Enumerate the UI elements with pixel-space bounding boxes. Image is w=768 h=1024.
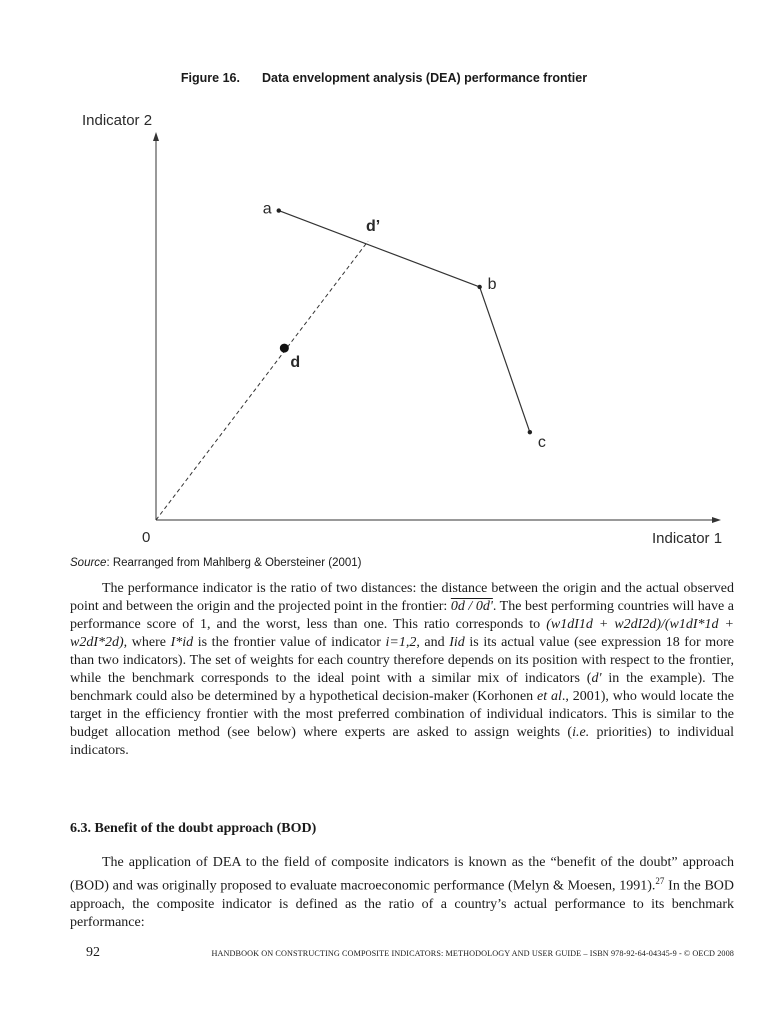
frontier-point-a: [277, 208, 281, 212]
frontier-segment-b-c: [480, 287, 530, 432]
projection-ray: [156, 241, 368, 520]
frontier-point-c: [528, 430, 532, 434]
formula-actual-value: Iid: [449, 635, 465, 650]
figure-title: Data envelopment analysis (DEA) performance frontier: [261, 71, 588, 85]
ie: i.e.: [572, 725, 590, 740]
y-axis-arrow-icon: [153, 132, 159, 141]
p1-text-4: is the frontier value of indicator: [193, 635, 386, 650]
chart-marks: [156, 201, 546, 520]
point-label-d: d: [290, 354, 301, 372]
point-label-a: a: [262, 200, 272, 218]
running-footer: HANDBOOK ON CONSTRUCTING COMPOSITE INDICATORS: METHODOLOGY AND USER GUIDE – ISBN 978-92-64-04345-9 - © OECD 2008: [211, 949, 734, 958]
frontier-point-b: [477, 285, 481, 289]
p1-text-2: . The best performing countries will have a performance score of 1, and the worst, less than one. This ratio corresponds to: [70, 599, 734, 632]
paragraph-bod-approach: [70, 854, 734, 932]
point-label-d-prime: d’: [366, 218, 381, 236]
p1-text-3: , where: [123, 635, 171, 650]
p1-text-9: priorities) to individual indicators.: [70, 725, 734, 758]
p1-text-1: The performance indicator is the ratio of two distances: the distance between the origin and the actual observed point and between the origin and the projected point in the frontier:: [70, 581, 734, 614]
page-number: 92: [86, 945, 100, 960]
paragraph-performance-indicator: [70, 580, 734, 760]
source-text: : Rearranged from Mahlberg & Obersteiner (2001): [106, 557, 362, 569]
footnote-marker: 27: [655, 876, 665, 886]
p2-text-2: In the BOD approach, the composite indicator is defined as the ratio of a country’s actual performance to its benchmark performance:: [70, 878, 735, 930]
formula-d-prime: d': [591, 671, 602, 686]
section-heading: 6.3. Benefit of the doubt approach (BOD): [70, 821, 317, 836]
point-label-b: b: [487, 275, 497, 293]
x-axis-arrow-icon: [712, 517, 721, 523]
formula-frontier-value: I*id: [170, 635, 194, 650]
chart-axes: [153, 132, 721, 523]
figure-number: Figure 16.: [180, 71, 240, 85]
x-axis-label: Indicator 1: [652, 530, 723, 547]
et-al: et al: [537, 689, 562, 704]
p1-text-8: ., 2001), who would locate the target in the efficiency frontier with the most preferred combination of individual indicators. This is similar to the budget allocation method (see below) where experts are asked to assign weights (: [70, 689, 734, 740]
p1-text-5: , and: [416, 635, 450, 650]
point-label-c: c: [537, 434, 546, 452]
observed-point-d: [280, 344, 289, 353]
p2-text-1: The application of DEA to the field of composite indicators is known as the “benefit of the doubt” approach (BOD) and was originally proposed to evaluate macroeconomic performance (Melyn & Moesen, 1991).: [70, 855, 734, 894]
formula-distance-ratio: 0d / 0d': [450, 599, 493, 614]
p1-text-7: in the example). The benchmark could also be determined by a hypothetical decision-maker (Korhonen: [70, 671, 735, 704]
p1-text-6: is its actual value (see expression 18 for more than two indicators). The set of weights for each country therefore depends on its position with respect to the frontier, while the benchmark corresponds to the ideal point with a similar mix of indicators (: [70, 635, 734, 686]
y-axis-label: Indicator 2: [82, 112, 153, 129]
formula-index: i=1,2: [385, 635, 417, 650]
formula-weighted-ratio: (w1dI1d + w2dI2d)/(w1dI*1d + w2dI*2d): [70, 617, 734, 650]
source-label: Source: [70, 557, 107, 569]
source-note: [70, 557, 361, 569]
origin-label: 0: [142, 529, 151, 546]
